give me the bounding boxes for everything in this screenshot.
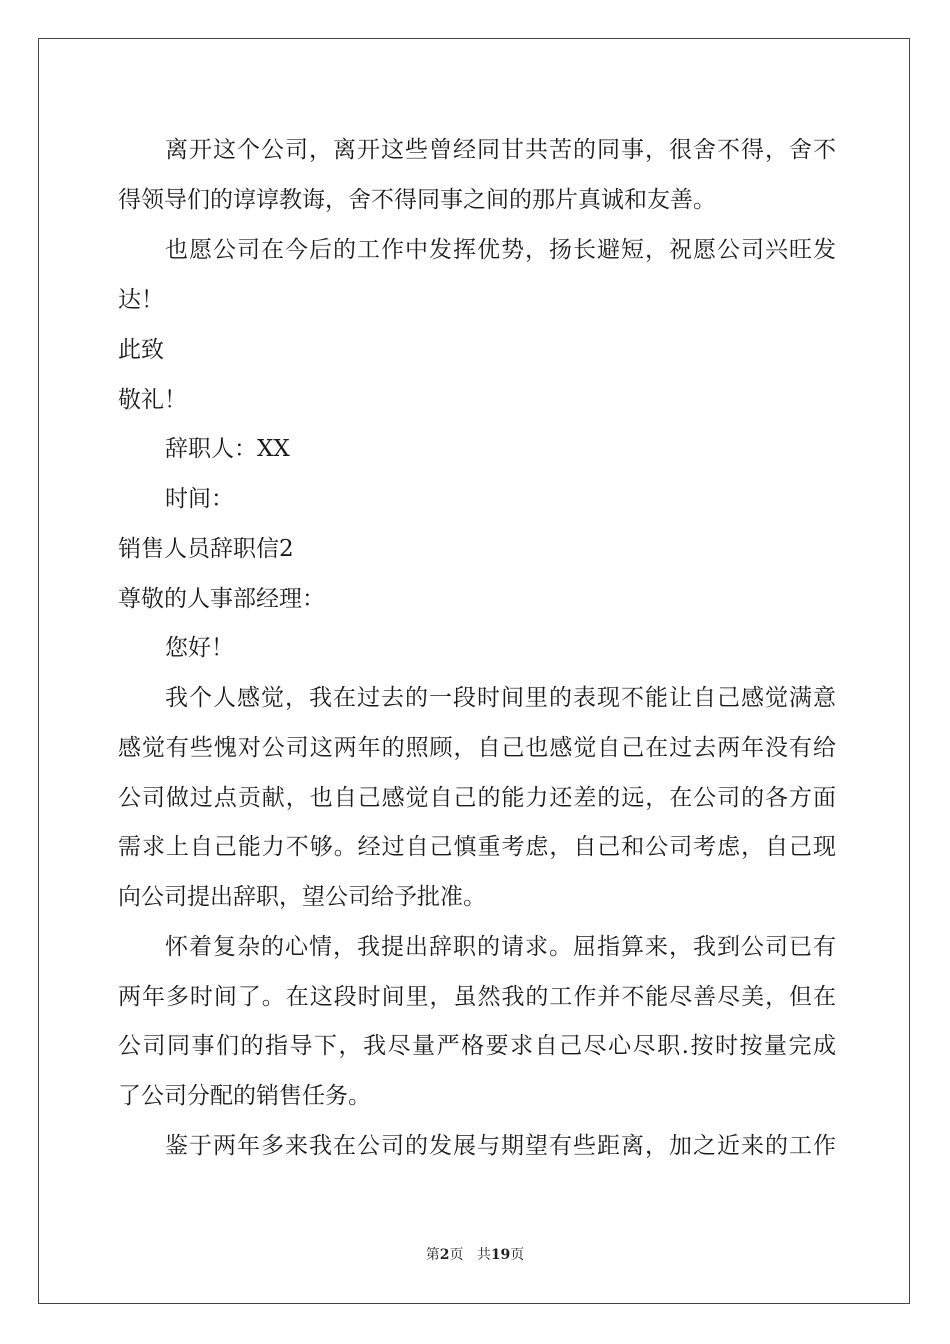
paragraph-line: 怀着复杂的心情，我提出辞职的请求。屈指算来，我到公司已有 — [165, 934, 836, 960]
paragraph-line: 向公司提出辞职，望公司给予批准。 — [118, 884, 486, 910]
closing-line: 敬礼！ — [118, 387, 187, 413]
greeting: 您好！ — [165, 635, 234, 661]
paragraph-line: 得领导们的谆谆教诲，舍不得同事之间的那片真诚和友善。 — [118, 187, 716, 213]
paragraph-line: 需求上自己能力不够。经过自己慎重考虑，自己和公司考虑，自己现 — [118, 834, 836, 860]
paragraph-line: 也愿公司在今后的工作中发挥优势，扬长避短，祝愿公司兴旺发 — [165, 237, 836, 263]
paragraph-line: 感觉有些愧对公司这两年的照顾，自己也感觉自己在过去两年没有给 — [118, 735, 836, 761]
paragraph-line: 离开这个公司，离开这些曾经同甘共苦的同事，很舍不得，舍不 — [165, 137, 836, 163]
closing-line: 此致 — [118, 337, 164, 363]
paragraph-line: 了公司分配的销售任务。 — [118, 1083, 371, 1109]
signature-line: 辞职人：XX — [165, 436, 290, 462]
paragraph-line: 鉴于两年多来我在公司的发展与期望有些距离，加之近来的工作 — [165, 1133, 836, 1159]
paragraph-line: 我个人感觉，我在过去的一段时间里的表现不能让自己感觉满意 — [165, 685, 836, 711]
salutation: 尊敬的人事部经理： — [118, 586, 325, 612]
footer-total-pages: 19 — [490, 1247, 511, 1263]
paragraph-line: 公司同事们的指导下，我尽量严格要求自己尽心尽职.按时按量完成 — [118, 1033, 836, 1059]
paragraph-line: 两年多时间了。在这段时间里，虽然我的工作并不能尽善尽美，但在 — [118, 984, 836, 1010]
section-title: 销售人员辞职信2 — [118, 536, 294, 562]
paragraph-line: 公司做过点贡献，也自己感觉自己的能力还差的远，在公司的各方面 — [118, 785, 836, 811]
page-footer — [0, 1244, 950, 1264]
footer-page-number: 2 — [439, 1247, 450, 1263]
footer-page-suffix: 页 — [449, 1247, 464, 1263]
footer-total-prefix: 共 — [476, 1247, 491, 1263]
footer-total-suffix: 页 — [510, 1247, 525, 1263]
date-line: 时间： — [165, 486, 234, 512]
footer-prefix: 第 — [425, 1247, 440, 1263]
paragraph-line: 达！ — [118, 287, 164, 313]
